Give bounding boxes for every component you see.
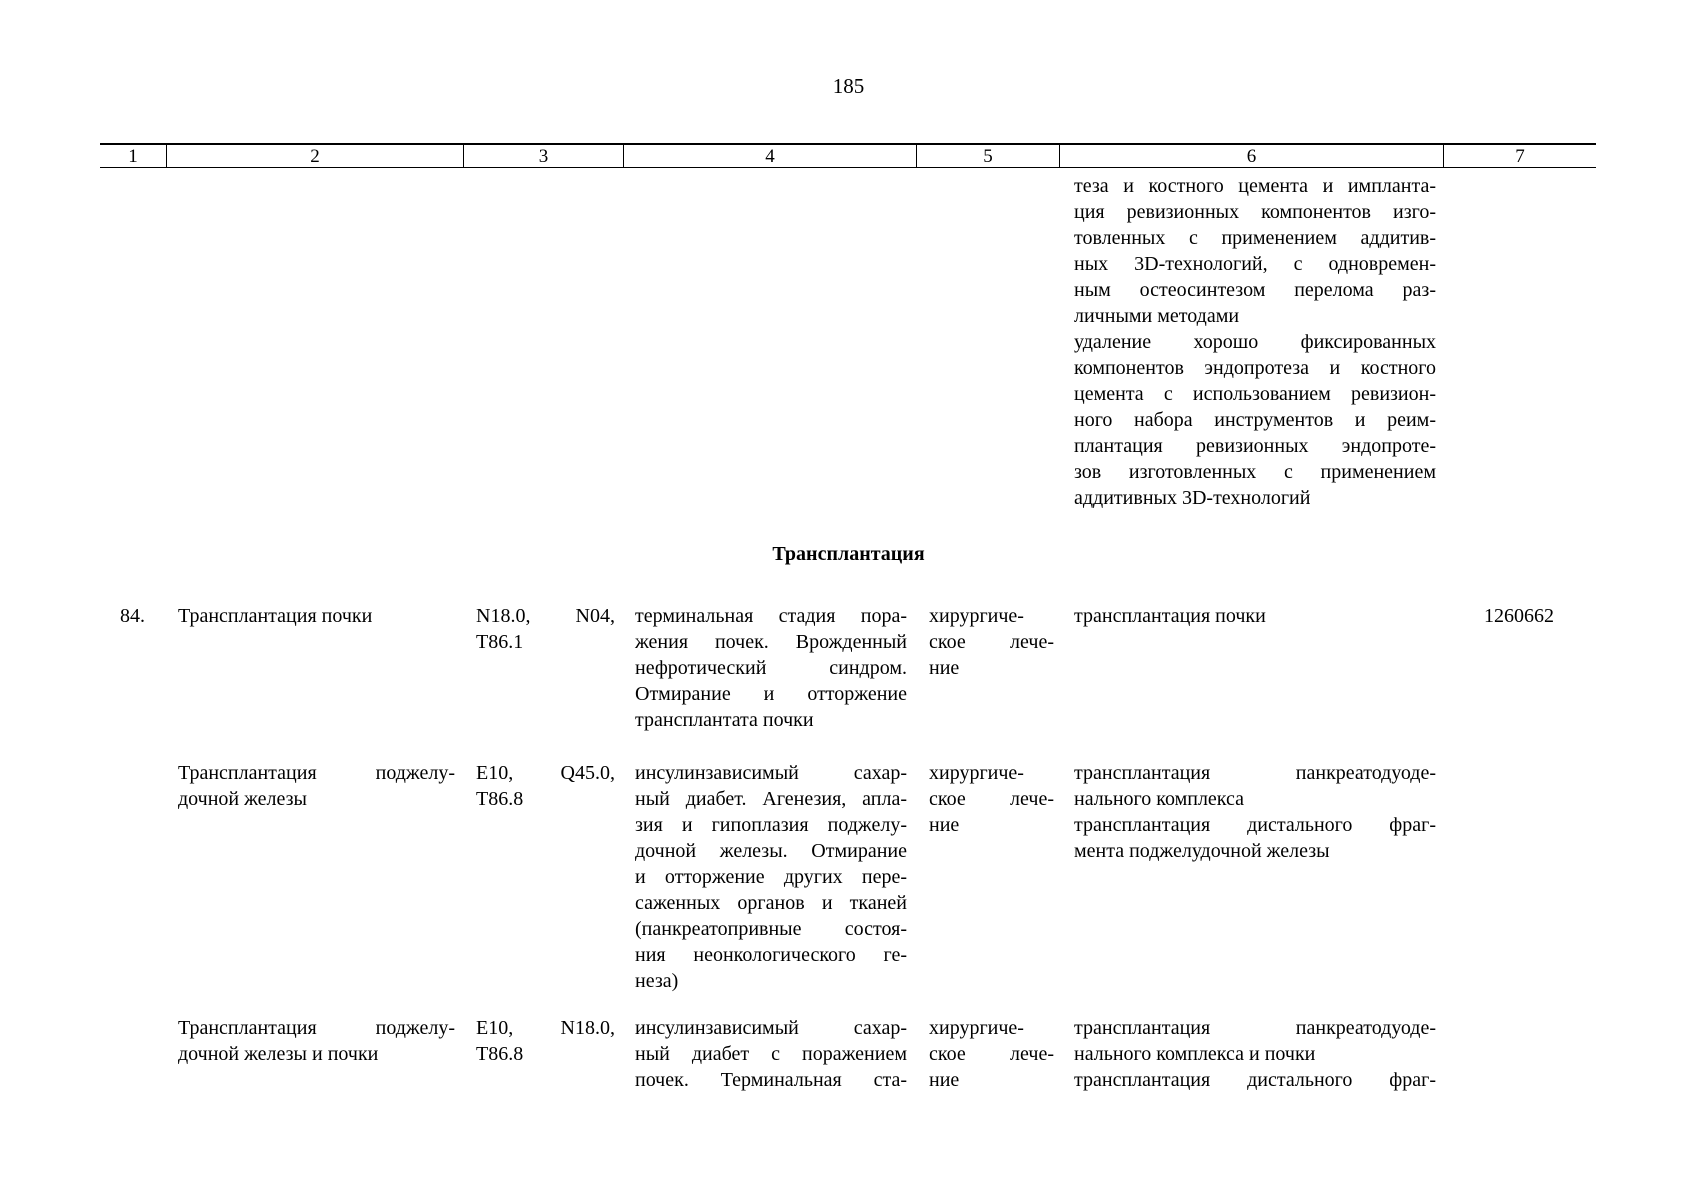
treatment-method [1074,603,1436,629]
text-line: компонентов эндопротеза и костного [1074,357,1436,379]
text-line: терминальная стадия пора- [635,605,907,627]
icd-code: E10, [476,1017,514,1039]
icd-code: Q45.0, [560,762,615,784]
icd-codes-line [476,760,615,786]
header-col-3: 3 [464,145,624,167]
text-line: трансплантация панкреатодуоде- [1074,1017,1436,1039]
text-line: ское лече- [929,788,1054,810]
text-line: аддитивных 3D-технологий [1074,487,1311,509]
icd-codes [476,760,615,812]
text-line: товленных с применением аддитив- [1074,227,1436,249]
icd-codes [476,603,615,655]
header-col-5: 5 [917,145,1060,167]
icd-codes-line [476,1015,615,1041]
icd-code: N18.0, [476,605,531,627]
treatment-method [1074,1015,1436,1093]
section-title: Трансплантация [772,543,925,565]
text-line: дочной железы. Отмирание [635,840,907,862]
text-line: зов изготовленных с применением [1074,461,1436,483]
text-line: ного набора инструментов и реим- [1074,409,1436,431]
icd-codes [476,1015,615,1067]
text-line: трансплантация почки [1074,605,1266,627]
text-line: Отмирание и отторжение [635,683,907,705]
text-line: ный диабет. Агенезия, апла- [635,788,907,810]
icd-code: E10, [476,762,514,784]
text-line: трансплантация дистального фраг- [1074,1069,1436,1091]
text-line: и отторжение других пере- [635,866,907,888]
text-line: дочной железы [178,788,307,810]
cost-value: 1260662 [1484,605,1554,627]
procedure-name [178,1015,455,1067]
text-line: инсулинзависимый сахар- [635,1017,907,1039]
treatment-type [929,603,1054,681]
text-line: теза и костного цемента и импланта- [1074,175,1436,197]
text-line: ское лече- [929,1043,1054,1065]
text-line: ция ревизионных компонентов изго- [1074,201,1436,223]
header-col-4: 4 [624,145,917,167]
treatment-method [1074,760,1436,864]
text-line: ным остеосинтезом перелома раз- [1074,279,1436,301]
text-line: дочной железы и почки [178,1043,379,1065]
diagnosis-description [635,760,907,994]
icd-code: T86.8 [476,1043,524,1065]
text-line: мента поджелудочной железы [1074,840,1330,862]
table-header [100,143,1596,168]
text-line: ных 3D-технологий, с одновремен- [1074,253,1436,275]
text-line: трансплантация панкреатодуоде- [1074,762,1436,784]
text-line: ный диабет с поражением [635,1043,907,1065]
text-line: нального комплекса [1074,788,1245,810]
icd-code: N18.0, [560,1017,615,1039]
header-col-7: 7 [1515,146,1525,167]
treatment-type [929,1015,1054,1093]
text-line: трансплантация дистального фраг- [1074,814,1436,836]
icd-codes-line [476,603,615,629]
text-line: нального комплекса и почки [1074,1043,1316,1065]
header-col-2: 2 [167,145,464,167]
text-line: Трансплантация поджелу- [178,762,455,784]
text-line: трансплантата почки [635,709,814,731]
icd-code: N04, [575,605,615,627]
treatment-type [929,760,1054,838]
header-col-6: 6 [1060,145,1444,167]
text-line: Трансплантация поджелу- [178,1017,455,1039]
text-line: ния неонкологического ге- [635,944,907,966]
procedure-name [178,603,455,629]
text-line: неза) [635,970,679,992]
text-line: хирургиче- [929,762,1024,784]
text-line: (панкреатопривные состоя- [635,918,907,940]
header-col-1: 1 [100,145,167,167]
text-line: Трансплантация почки [178,605,373,627]
icd-code: T86.1 [476,631,524,653]
diagnosis-description [635,603,907,733]
text-line: ние [929,657,960,679]
text-line: нефротический синдром. [635,657,907,679]
icd-code: T86.8 [476,788,524,810]
text-line: удаление хорошо фиксированных [1074,331,1436,353]
diagnosis-description [635,1015,907,1093]
text-line: хирургиче- [929,605,1024,627]
text-line: ние [929,814,960,836]
text-line: зия и гипоплазия поджелу- [635,814,907,836]
text-line: ское лече- [929,631,1054,653]
text-line: саженных органов и тканей [635,892,907,914]
row-number: 84. [120,605,145,627]
procedure-name [178,760,455,812]
text-line: инсулинзависимый сахар- [635,762,907,784]
text-line: хирургиче- [929,1017,1024,1039]
text-line: цемента с использованием ревизион- [1074,383,1436,405]
text-line: ние [929,1069,960,1091]
continuation-method-text [1074,173,1436,511]
page-number: 185 [832,74,865,98]
text-line: личными методами [1074,305,1240,327]
text-line: почек. Терминальная ста- [635,1069,907,1091]
text-line: жения почек. Врожденный [635,631,907,653]
text-line: плантация ревизионных эндопроте- [1074,435,1436,457]
